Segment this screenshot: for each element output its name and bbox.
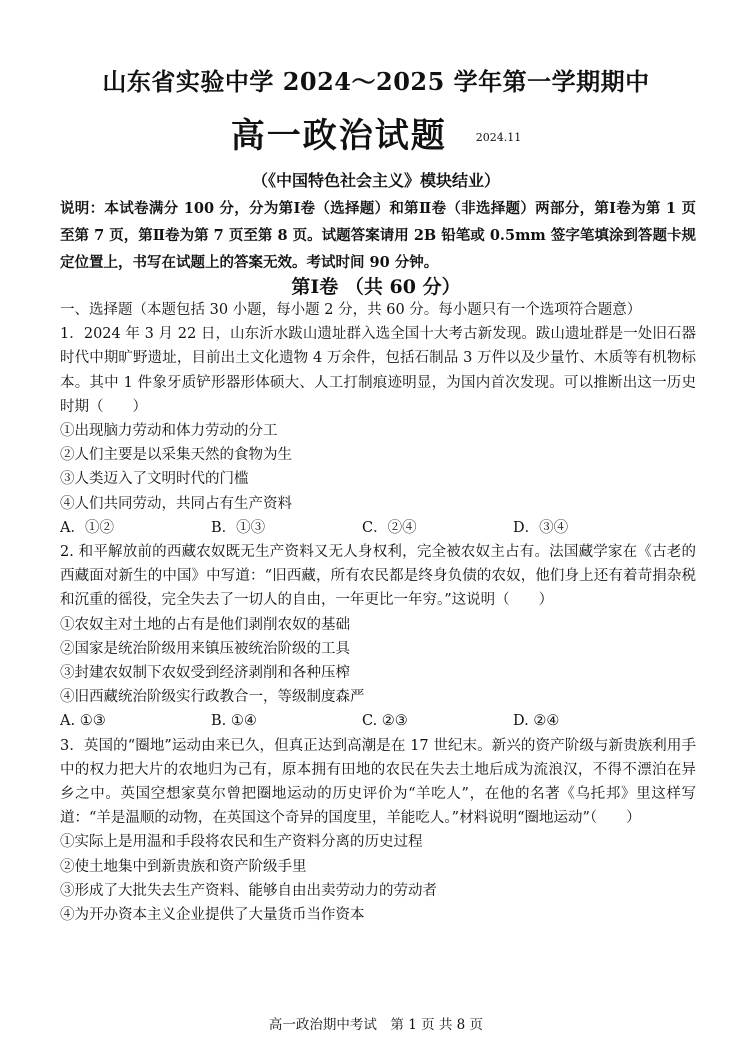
title-row [0,108,752,157]
instructions: 一、选择题（本题包括 30 小题，每小题 2 分，共 60 分。每小题只有一个选项符合题意） [60,302,642,318]
question-item: ④旧西藏统治阶级实行政教合一，等级制度森严 [60,689,365,706]
option-c: C．②④ [362,519,417,536]
question-item: ②国家是统治阶级用来镇压被统治阶级的工具 [60,640,350,657]
answer-options [60,709,696,733]
page-footer: 高一政治期中考试 第 1 页 共 8 页 [268,1017,484,1033]
option-b: B．①③ [211,519,266,536]
question-item: ①出现脑力劳动和体力劳动的分工 [60,423,278,440]
school-header: 山东省实验中学 2024～2025 学年第一学期期中 [102,67,650,96]
question-item: ③形成了大批失去生产资料、能够自由出卖劳动力的劳动者 [60,882,437,899]
exam-subtitle: （《中国特色社会主义》模块结业） [251,171,500,190]
question-item: ②使土地集中到新贵族和资产阶级手里 [60,858,307,875]
answer-options [60,516,696,540]
question-item: ④为开办资本主义企业提供了大量货币当作资本 [60,907,365,924]
question-body [60,298,696,927]
exam-date: 2024.11 [475,131,522,144]
option-b: B. ①④ [211,713,257,730]
question-stem: 2. 和平解放前的西藏农奴既无生产资料又无人身权利，完全被农奴主占有。法国藏学家在《古老的西藏面对新生的中国》中写道：“旧西藏，所有农民都是终身负债的农奴，他们身上还有着苛捐杂税和沉重的徭役，完全失去了一切人的自由，一年更比一年穷。”这说明（ ） [60,544,696,609]
section-title: 第Ⅰ卷 （共 60 分） [291,276,461,298]
question-item: ①实际上是用温和手段将农民和生产资料分离的历史过程 [60,834,423,851]
question-stem: 3．英国的“圈地”运动由来已久，但真正达到高潮是在 17 世纪末。新兴的资产阶级与新贵族利用手中的权力把大片的农地归为己有，原本拥有田地的农民在失去土地后成为流浪汉，不得不漂泊在异乡之中。英国空想家莫尔曾把圈地运动的历史评价为“羊吃人”，在他的名著《乌托邦》里这样写道：“羊是温顺的动物，在英国这个奇异的国度里，羊能吃人。”材料说明“圈地运动”（ ） [60,737,696,827]
question-item: ②人们主要是以采集天然的食物为生 [60,447,292,464]
question-item: ④人们共同劳动，共同占有生产资料 [60,495,292,512]
option-d: D．③④ [513,519,569,536]
exam-title: 高一政治试题 [230,116,447,156]
question-item: ③人类迈入了文明时代的门槛 [60,471,249,488]
exam-notes: 说明：本试卷满分 100 分，分为第Ⅰ卷（选择题）和第Ⅱ卷（非选择题）两部分，第Ⅰ卷为第 1 页至第 7 页，第Ⅱ卷为第 7 页至第 8 页。试题答案请用 2B 铅笔或 0.5mm 签字笔填涂到答题卡规定位置上，书写在试题上的答案无效。考试时间 90 分钟。 [60,200,696,271]
option-a: A．①② [60,519,114,536]
question-item: ③封建农奴制下农奴受到经济剥削和各种压榨 [60,665,350,682]
question-stem: 1．2024 年 3 月 22 日，山东沂水跋山遗址群入选全国十大考古新发现。跋山遗址群是一处旧石器时代中期旷野遗址，目前出土文化遗物 4 万余件，包括石制品 3 万件以及少量竹、木质等有机物标本。其中 1 件象牙质铲形器形体硕大、人工打制痕迹明显，为国内首次发现。可以推断出这一历史时期（ ） [60,326,696,415]
question-item: ①农奴主对土地的占有是他们剥削农奴的基础 [60,616,350,633]
option-d: D. ②④ [513,713,560,730]
option-c: C. ②③ [362,713,408,730]
option-a: A. ①③ [60,713,106,730]
